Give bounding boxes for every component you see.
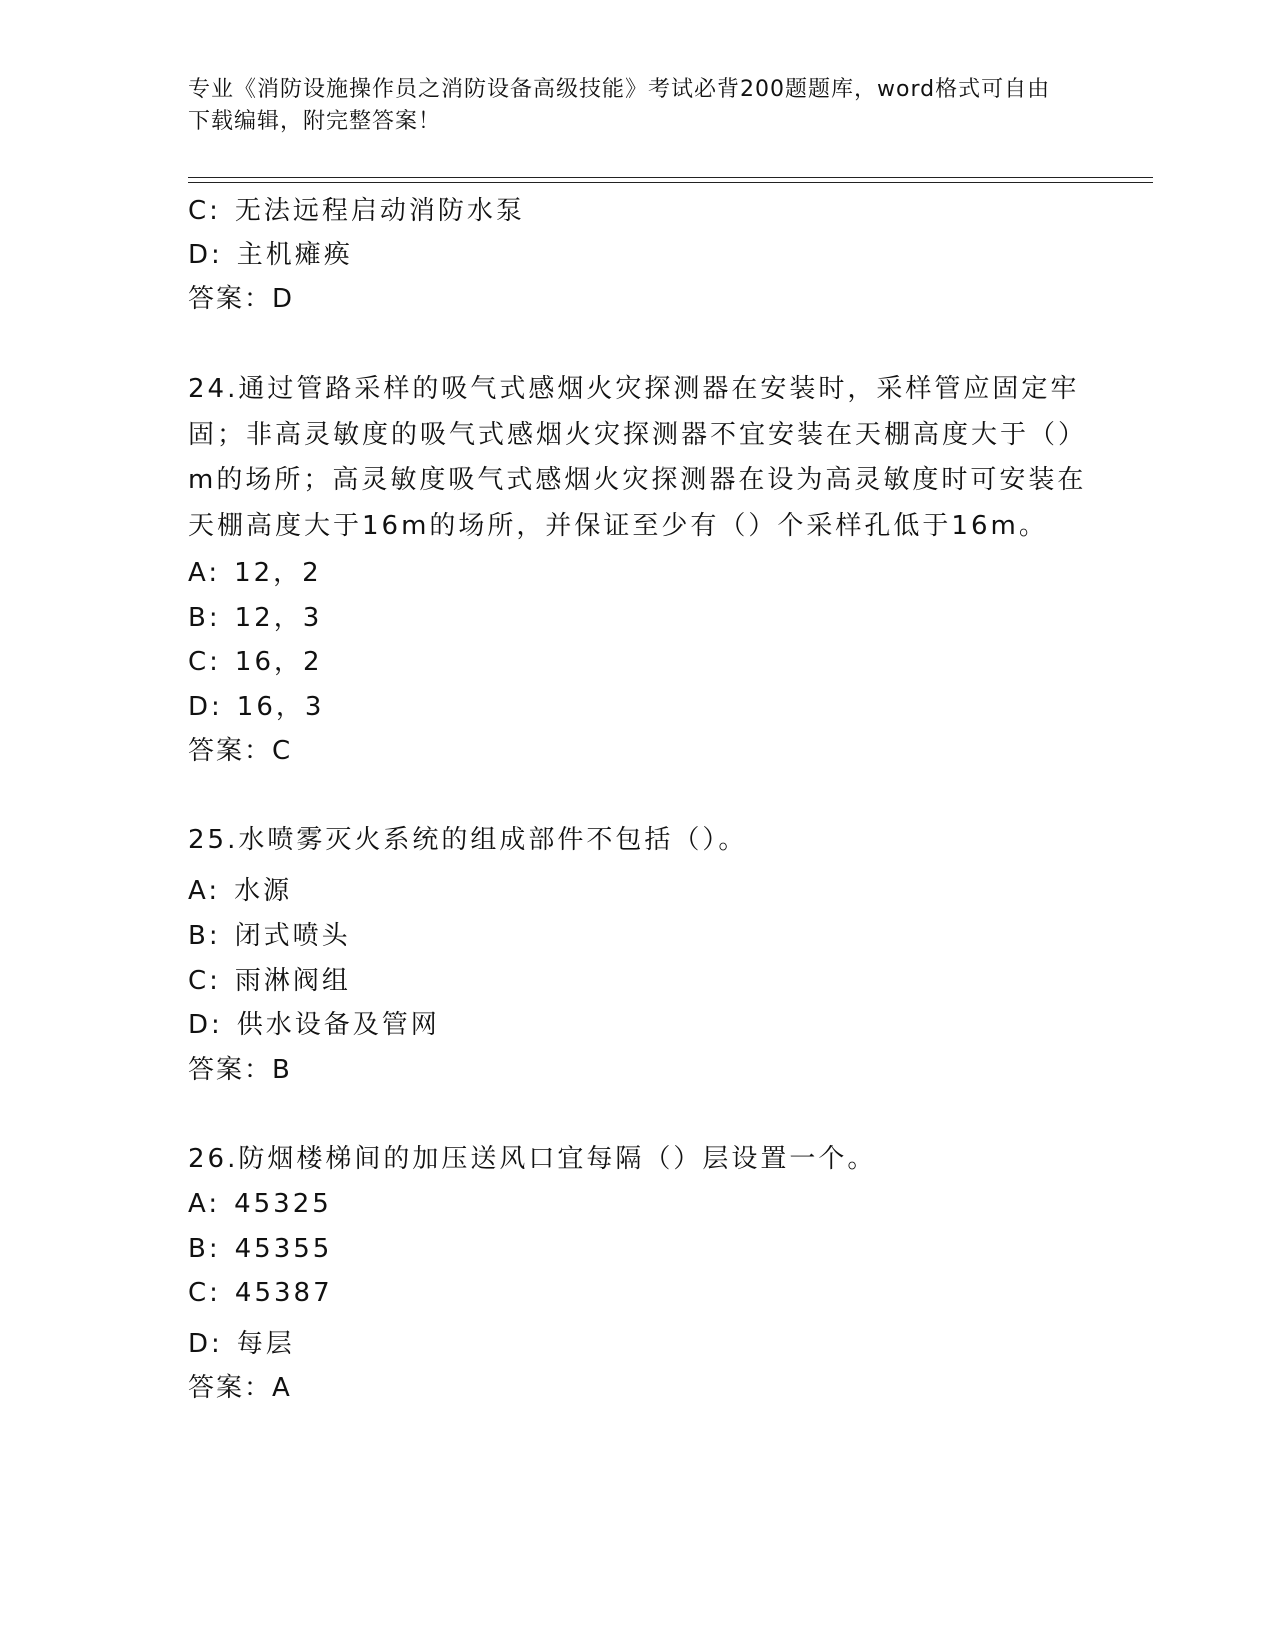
option-line <box>188 1234 332 1264</box>
option-text: 主机瘫痪 <box>236 240 353 270</box>
option-text: 水源 <box>234 876 293 906</box>
option-line <box>188 1189 332 1219</box>
option-text: 45325 <box>234 1189 332 1219</box>
option-text: 45387 <box>234 1278 333 1308</box>
option-text: 16，3 <box>236 692 325 722</box>
option-label: B: <box>188 921 221 951</box>
option-text: 闭式喷头 <box>234 921 351 951</box>
option-label: C: <box>188 1278 221 1308</box>
option-line <box>188 1278 333 1308</box>
option-label: C: <box>188 966 221 996</box>
option-line <box>188 686 324 723</box>
option-label: D: <box>188 240 223 270</box>
option-line <box>188 641 323 678</box>
answer-line: 答案：B <box>188 1055 292 1085</box>
option-line <box>188 552 322 589</box>
answer-line: 答案：C <box>188 736 293 766</box>
option-line <box>188 1323 295 1360</box>
option-label: C: <box>188 196 221 226</box>
answer-line: 答案：D <box>188 284 295 314</box>
document-header: 专业《消防设施操作员之消防设备高级技能》考试必背200题题库，word格式可自由下载编辑，附完整答案！ <box>188 77 1051 134</box>
option-line <box>188 915 351 952</box>
option-label: D: <box>188 692 223 722</box>
question-stem: 26.防烟楼梯间的加压送风口宜每隔（）层设置一个。 <box>188 1144 877 1174</box>
option-line <box>188 190 525 227</box>
option-line <box>188 234 353 271</box>
option-text: 无法远程启动消防水泵 <box>234 196 525 226</box>
option-line <box>188 1004 440 1041</box>
option-label: A: <box>188 876 221 906</box>
option-label: A: <box>188 1189 221 1219</box>
header-divider-bottom <box>188 182 1153 183</box>
option-label: B: <box>188 603 221 633</box>
option-text: 12，2 <box>234 558 322 588</box>
option-line <box>188 870 292 907</box>
option-label: C: <box>188 647 221 677</box>
option-label: D: <box>188 1329 223 1359</box>
option-line <box>188 960 351 997</box>
option-text: 雨淋阀组 <box>234 966 351 996</box>
option-text: 45355 <box>234 1234 333 1264</box>
option-text: 每层 <box>236 1329 295 1359</box>
option-text: 16，2 <box>234 647 323 677</box>
option-label: A: <box>188 558 221 588</box>
question-stem: 24.通过管路采样的吸气式感烟火灾探测器在安装时，采样管应固定牢固；非高灵敏度的吸气式感烟火灾探测器不宜安装在天棚高度大于（）m的场所；高灵敏度吸气式感烟火灾探测器在设为高灵敏度时可安装在天棚高度大于16m的场所，并保证至少有（）个采样孔低于16m。 <box>188 374 1088 541</box>
option-label: B: <box>188 1234 221 1264</box>
question-stem: 25.水喷雾灭火系统的组成部件不包括（）。 <box>188 825 748 855</box>
option-label: D: <box>188 1010 223 1040</box>
option-line <box>188 597 322 634</box>
option-text: 供水设备及管网 <box>236 1010 440 1040</box>
header-divider-top <box>188 177 1153 178</box>
answer-line: 答案：A <box>188 1373 292 1403</box>
option-text: 12，3 <box>234 603 323 633</box>
